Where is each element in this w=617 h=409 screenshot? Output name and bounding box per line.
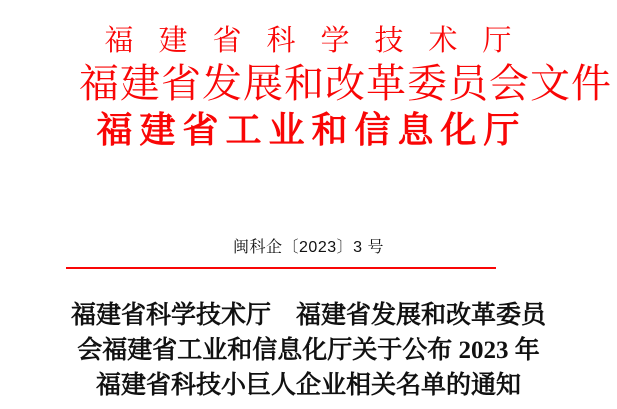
document-title-line-1: 福建省科学技术厅 福建省发展和改革委员	[70, 302, 546, 329]
document-number: 闽科企〔2023〕3 号	[233, 239, 384, 256]
document-title-line-2: 会福建省工业和信息化厅关于公布 2023 年	[77, 337, 540, 364]
document-title	[0, 298, 617, 403]
letterhead-line-industry-information-dept: 福建省工业和信息化厅	[96, 110, 527, 150]
document-title-line-3: 福建省科技小巨人企业相关名单的通知	[95, 372, 521, 399]
letterhead-line-science-tech-dept: 福建省科学技术厅	[104, 25, 537, 57]
red-divider-line	[66, 267, 496, 269]
letterhead-line-development-reform-commission: 福建省发展和改革委员会文件	[79, 62, 612, 106]
